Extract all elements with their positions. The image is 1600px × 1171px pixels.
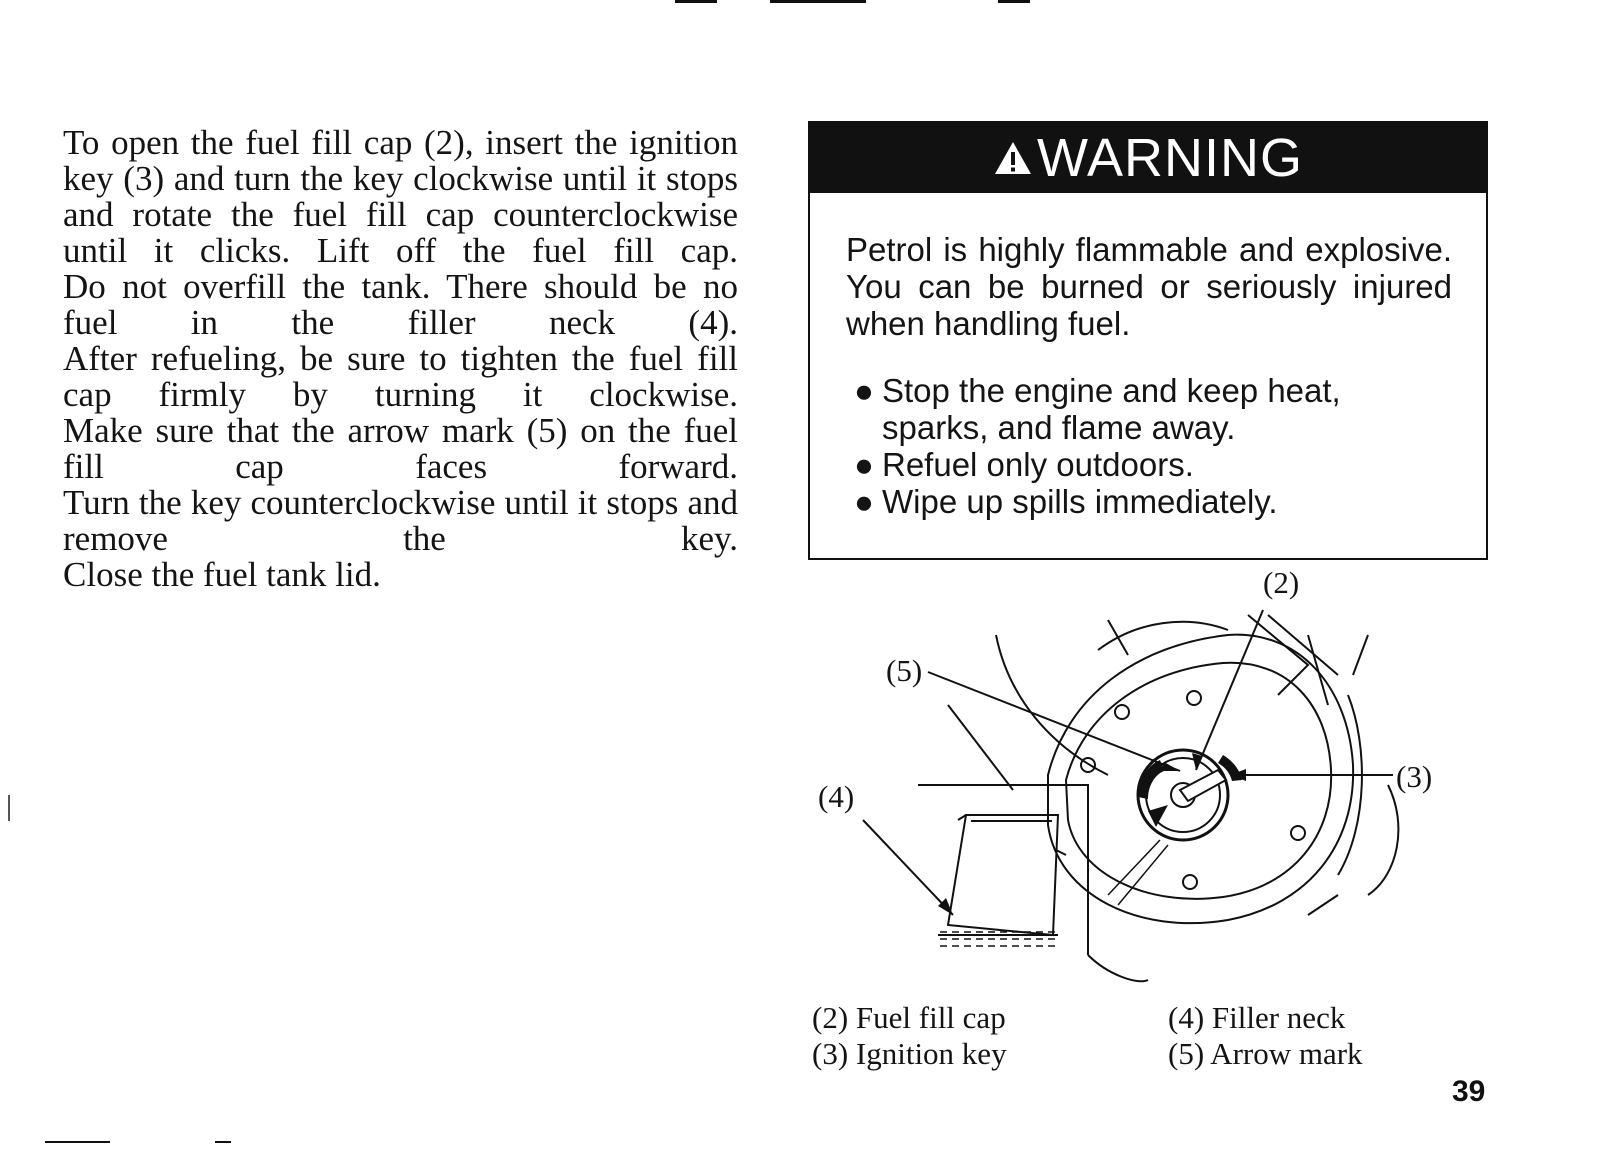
warning-bullet-text: Wipe up spills immediately. xyxy=(882,483,1278,520)
legend-item: (5) Arrow mark xyxy=(1168,1036,1363,1071)
instructions-text xyxy=(63,125,738,593)
warning-header xyxy=(810,123,1486,193)
warning-text: Petrol is highly flammable and explosive. You can be burned or seriously injured when handling fuel. xyxy=(846,231,1452,342)
bullet-dot-icon: ● xyxy=(854,483,874,520)
instruction-paragraph: Make sure that the arrow mark (5) on the fuel fill cap faces forward. xyxy=(63,411,738,486)
callout-2: (2) xyxy=(1263,565,1300,600)
warning-bullet xyxy=(846,372,1452,446)
fuel-cap-diagram xyxy=(808,565,1508,995)
callout-3: (3) xyxy=(1396,759,1433,794)
instruction-paragraph: Close the fuel tank lid. xyxy=(63,555,381,594)
callout-5: (5) xyxy=(886,653,923,688)
bullet-dot-icon: ● xyxy=(854,446,874,483)
top-trim-mark xyxy=(998,0,1030,3)
instruction-paragraph: Turn the key counterclockwise until it stops and remove the key. xyxy=(63,483,738,558)
scan-speck xyxy=(8,795,10,821)
warning-title: WARNING xyxy=(1037,128,1303,188)
warning-body xyxy=(810,193,1486,520)
warning-bullet xyxy=(846,483,1452,520)
warning-triangle-icon xyxy=(993,140,1033,176)
legend-item: (2) Fuel fill cap xyxy=(812,1000,1006,1035)
bottom-trim-mark xyxy=(45,1141,110,1143)
warning-bullet-list xyxy=(846,372,1452,520)
instruction-paragraph: Do not overfill the tank. There should be no fuel in the filler neck (4). xyxy=(63,267,738,342)
legend-item: (3) Ignition key xyxy=(812,1036,1007,1071)
warning-bullet-text: Refuel only outdoors. xyxy=(882,446,1194,483)
legend-left xyxy=(812,1000,1007,1072)
warning-bullet xyxy=(846,446,1452,483)
legend-right xyxy=(1168,1000,1363,1072)
instruction-paragraph: After refueling, be sure to tighten the fuel fill cap firmly by turning it clockwise. xyxy=(63,339,738,414)
callout-4: (4) xyxy=(818,779,855,814)
top-trim-mark xyxy=(675,0,717,3)
bullet-dot-icon: ● xyxy=(854,372,874,409)
warning-bullet-text: Stop the engine and keep heat, sparks, and flame away. xyxy=(882,372,1341,446)
legend-item: (4) Filler neck xyxy=(1168,1000,1346,1035)
warning-box xyxy=(808,121,1488,560)
instruction-paragraph: To open the fuel fill cap (2), insert the ignition key (3) and turn the key clockwise until it stops and rotate the fuel fill cap counterclockwise until it clicks. Lift off the fuel fill cap. xyxy=(63,123,738,270)
bottom-trim-mark xyxy=(215,1141,231,1143)
page-number: 39 xyxy=(1452,1075,1486,1108)
top-trim-mark xyxy=(770,0,866,3)
